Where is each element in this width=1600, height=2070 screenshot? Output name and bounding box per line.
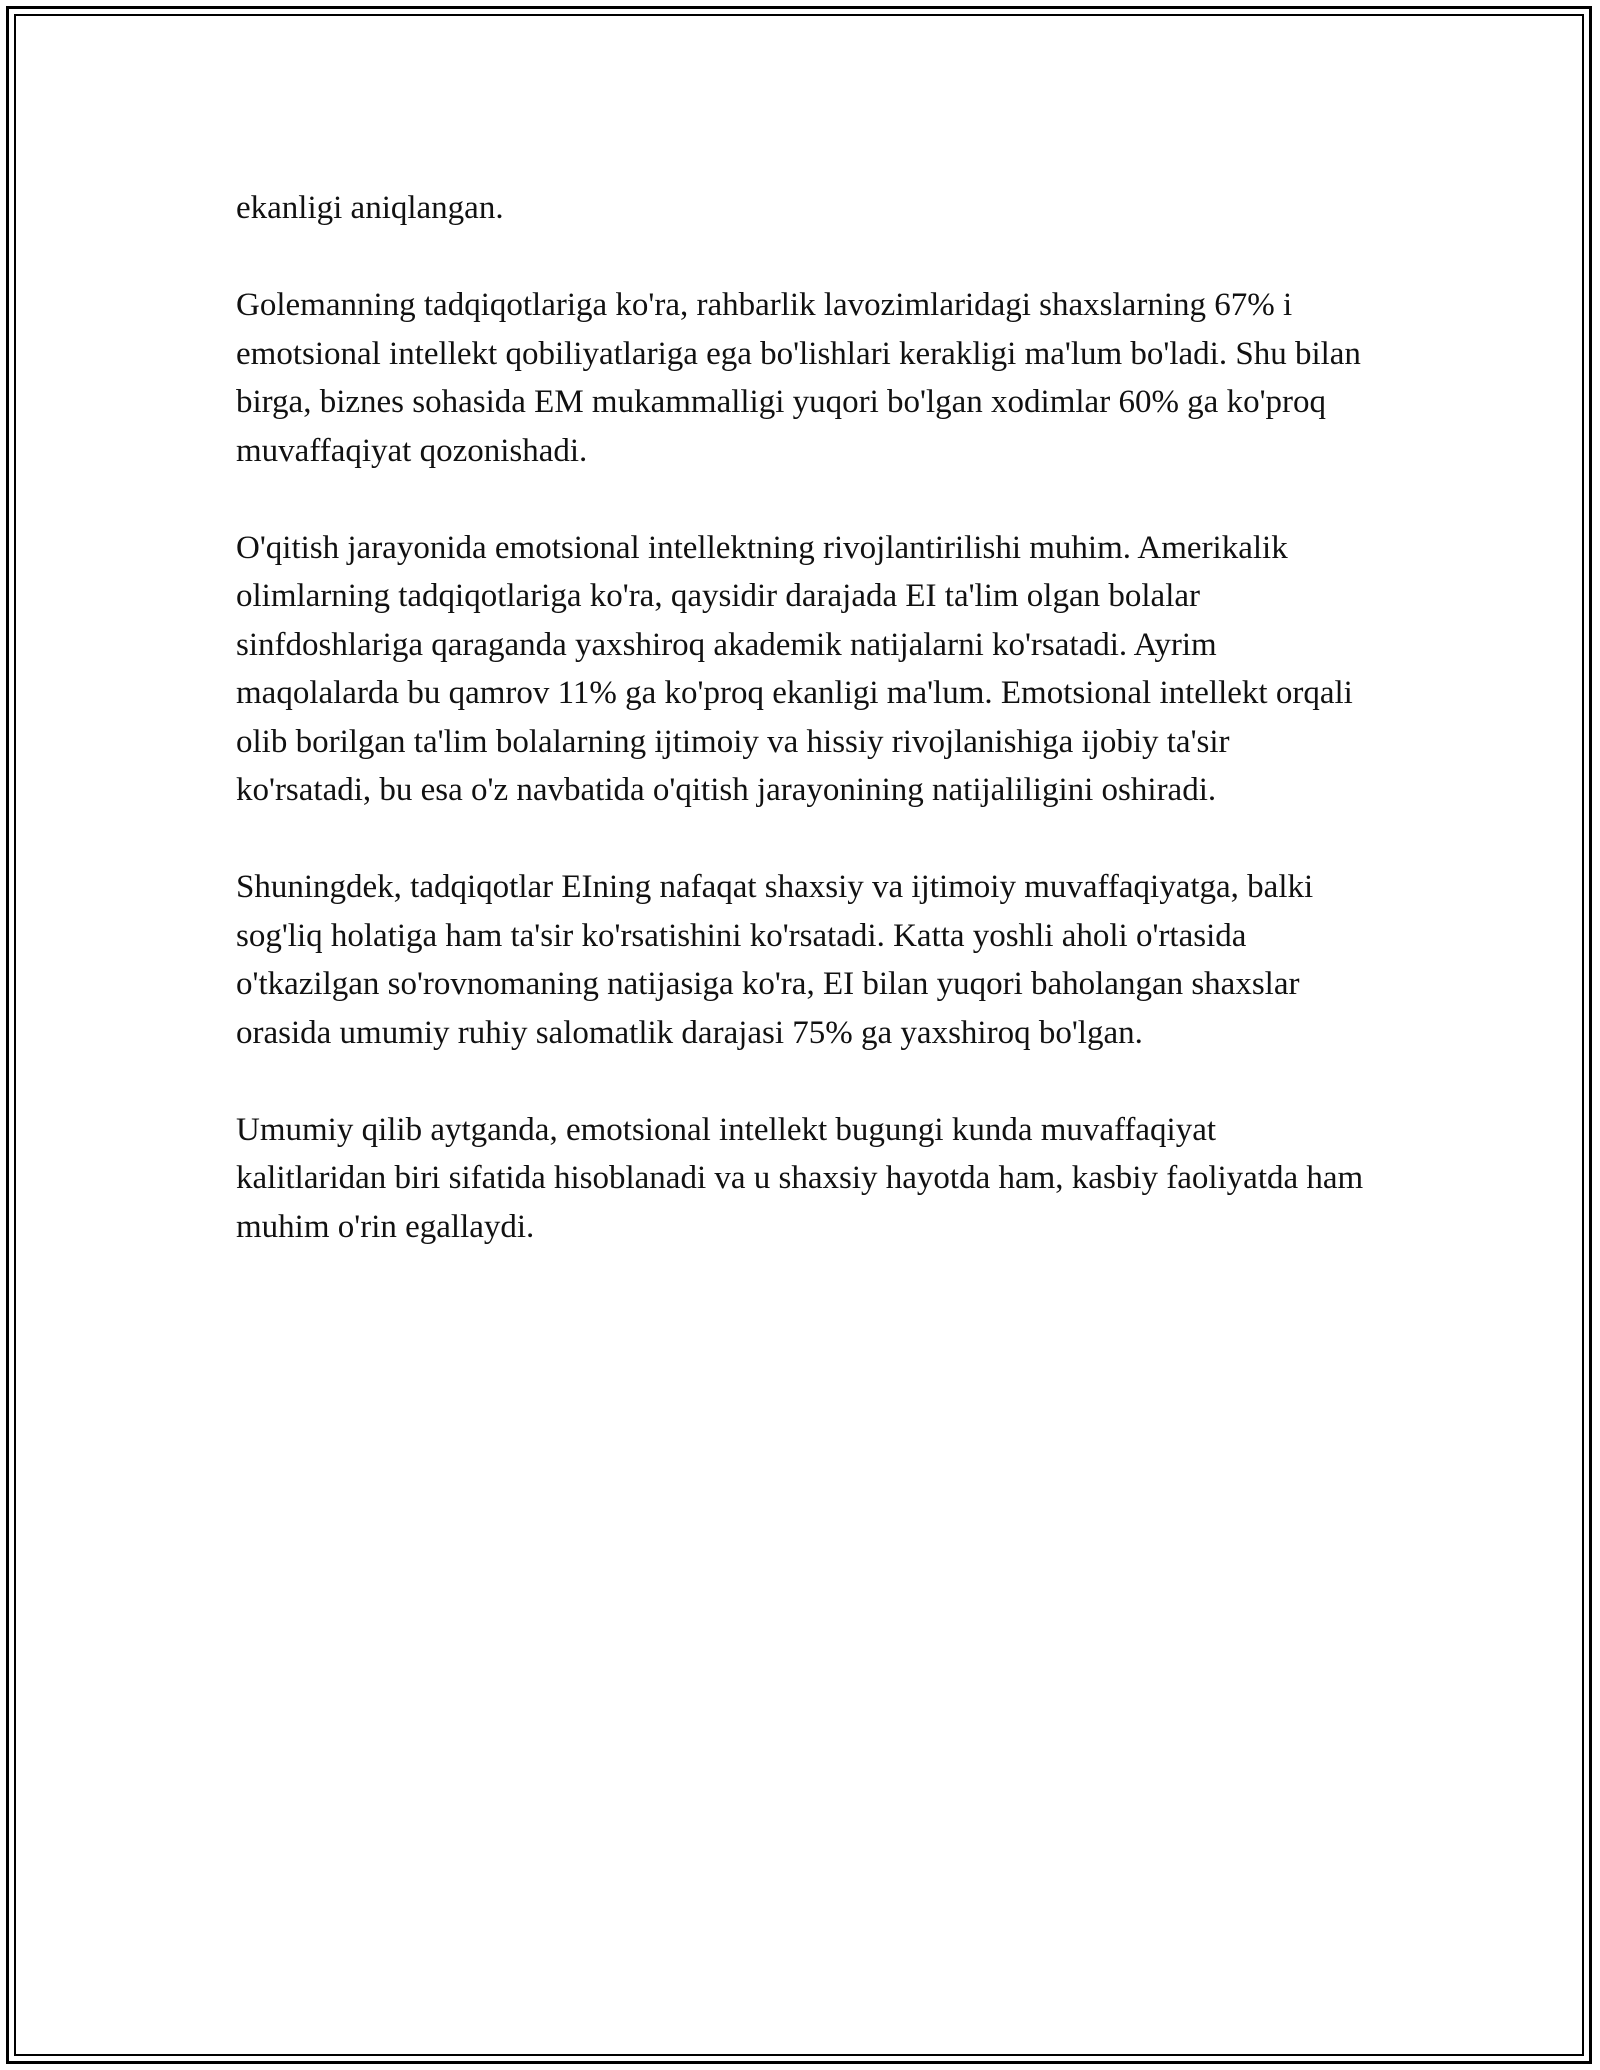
- paragraph-conclusion: Umumiy qilib aytganda, emotsional intellekt bugungi kunda muvaffaqiyat kalitlaridan biri sifatida hisoblanadi va u shaxsiy hayotda ham, kasbiy faoliyatda ham muhim o'rin egallaydi.: [236, 1111, 1364, 1245]
- paragraph-goleman-research: Golemanning tadqiqotlariga ko'ra, rahbarlik lavozimlaridagi shaxslarning 67% i emotsional intellekt qobiliyatlariga ega bo'lishlari kerakligi ma'lum bo'ladi. Shu bilan birga, biznes sohasida EM mukammalligi yuqori bo'lgan xodimlar 60% ga ko'proq muvaffaqiyat qozonishadi.: [236, 287, 1361, 469]
- document-body: [236, 184, 1366, 1300]
- paragraph-education: O'qitish jarayonida emotsional intellektning rivojlantirilishi muhim. Amerikalik olimlarning tadqiqotlariga ko'ra, qaysidir darajada EI ta'lim olgan bolalar sinfdoshlariga qaraganda yaxshiroq akademik natijalarni ko'rsatadi. Ayrim maqolalarda bu qamrov 11% ga ko'proq ekanligi ma'lum. Emotsional intellekt orqali olib borilgan ta'lim bolalarning ijtimoiy va hissiy rivojlanishiga ijobiy ta'sir ko'rsatadi, bu esa o'z navbatida o'qitish jarayonining natijaliligini oshiradi.: [236, 529, 1353, 808]
- paragraph-health: Shuningdek, tadqiqotlar EIning nafaqat shaxsiy va ijtimoiy muvaffaqiyatga, balki sog'liq holatiga ham ta'sir ko'rsatishini ko'rsatadi. Katta yoshli aholi o'rtasida o'tkazilgan so'rovnomaning natijasiga ko'ra, EI bilan yuqori baholangan shaxslar orasida umumiy ruhiy salomatlik darajasi 75% ga yaxshiroq bo'lgan.: [236, 869, 1314, 1051]
- paragraph-continuation: ekanligi aniqlangan.: [236, 190, 504, 226]
